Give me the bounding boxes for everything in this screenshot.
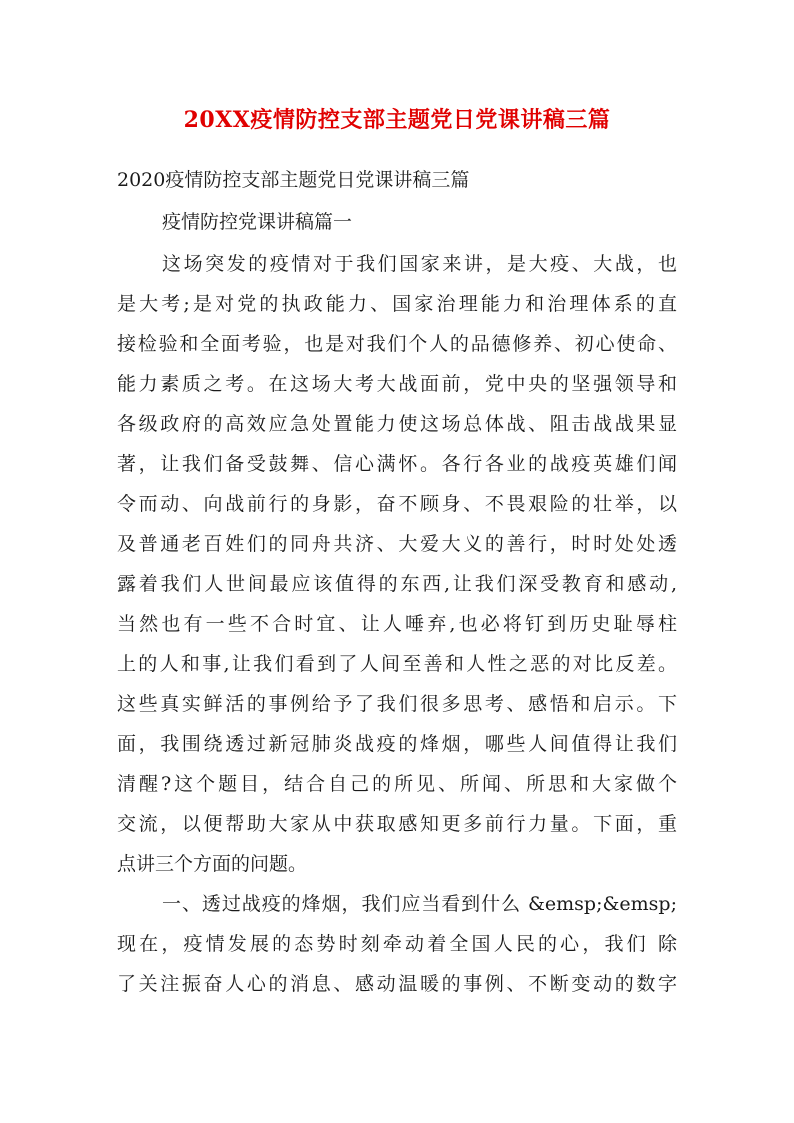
body-line: 露着我们人世间最应该值得的东西,让我们深受教育和感动, <box>117 573 677 595</box>
body-line: 一、透过战疫的烽烟，我们应当看到什么 &emsp;&emsp; <box>162 893 677 915</box>
body-line: 这些真实鲜活的事例给予了我们很多思考、感悟和启示。下 <box>117 693 677 715</box>
body-line: 点讲三个方面的问题。 <box>117 853 308 875</box>
body-line: 各级政府的高效应急处置能力使这场总体战、阻击战战果显 <box>117 413 677 435</box>
body-line: 这场突发的疫情对于我们国家来讲，是大疫、大战，也 <box>162 253 677 275</box>
section-heading: 疫情防控党课讲稿篇一 <box>162 211 353 233</box>
body-line: 清醒?这个题目，结合自己的所见、所闻、所思和大家做个 <box>117 773 677 795</box>
body-line: 及普通老百姓们的同舟共济、大爱大义的善行，时时处处透 <box>117 533 677 555</box>
body-line: 上的人和事,让我们看到了人间至善和人性之恶的对比反差。 <box>117 653 677 675</box>
body-line: 现在，疫情发展的态势时刻牵动着全国人民的心，我们 除 <box>117 933 677 955</box>
body-line: 著，让我们备受鼓舞、信心满怀。各行各业的战疫英雄们闻 <box>117 453 677 475</box>
body-line: 交流，以便帮助大家从中获取感知更多前行力量。下面，重 <box>117 813 677 835</box>
body-line: 当然也有一些不合时宜、让人唾弃,也必将钉到历史耻辱柱 <box>117 613 677 635</box>
body-line: 了关注振奋人心的消息、感动温暖的事例、不断变动的数字 <box>117 973 677 995</box>
document-body <box>117 244 677 1004</box>
body-line: 面，我围绕透过新冠肺炎战疫的烽烟，哪些人间值得让我们 <box>117 733 677 755</box>
body-line: 是大考;是对党的执政能力、国家治理能力和治理体系的直 <box>117 293 677 315</box>
body-line: 令而动、向战前行的身影，奋不顾身、不畏艰险的壮举，以 <box>117 493 677 515</box>
body-line: 能力素质之考。在这场大考大战面前，党中央的坚强领导和 <box>117 373 677 395</box>
body-line: 接检验和全面考验，也是对我们个人的品德修养、初心使命、 <box>117 333 677 355</box>
document-title: 20XX疫情防控支部主题党日党课讲稿三篇 <box>183 107 611 133</box>
document-subtitle: 2020疫情防控支部主题党日党课讲稿三篇 <box>117 169 470 191</box>
